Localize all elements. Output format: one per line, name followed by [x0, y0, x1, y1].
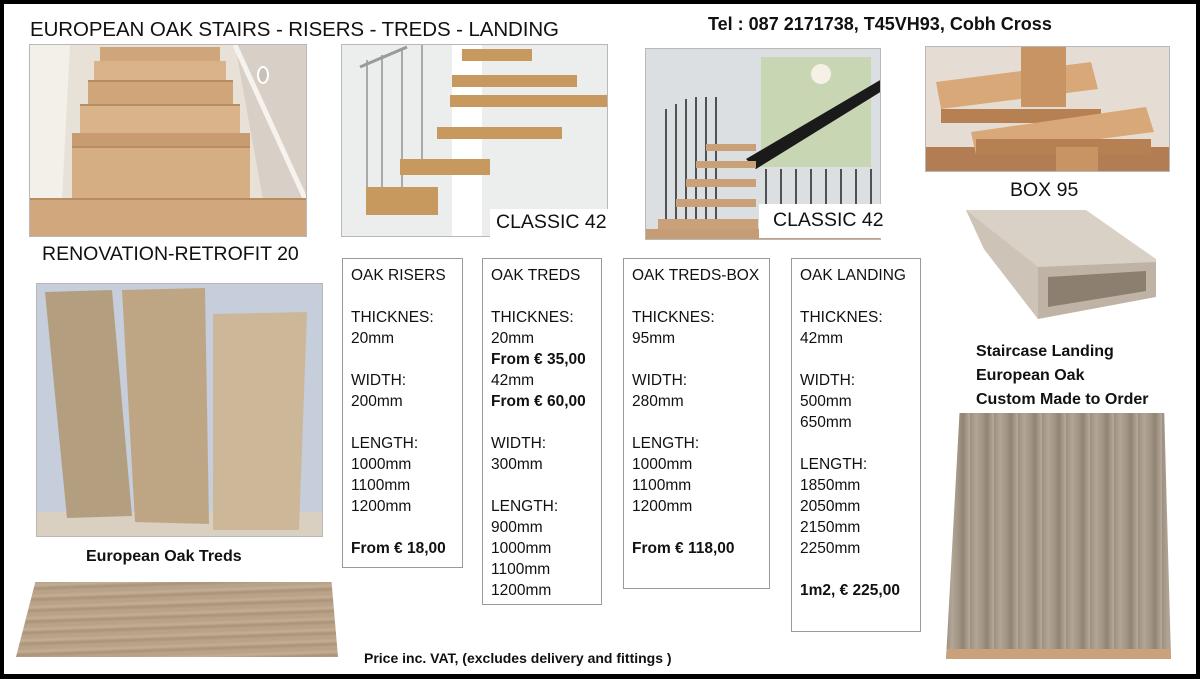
- spec-box-oak-treds-box: [623, 258, 770, 589]
- spec-line: 650mm: [800, 414, 852, 431]
- spec-line: LENGTH:: [351, 435, 419, 452]
- box-profile-photo: [966, 207, 1162, 325]
- price-note: Price inc. VAT, (excludes delivery and fittings ): [364, 650, 672, 666]
- price-flyer: [4, 4, 1196, 674]
- spec-price: From € 60,00: [491, 393, 586, 410]
- spec-spacer: [800, 286, 912, 307]
- spec-line: 1100mm: [491, 561, 551, 578]
- spec-line: 2050mm: [800, 498, 861, 515]
- spec-spacer: [491, 412, 593, 433]
- spec-title: OAK TREDS: [491, 267, 581, 284]
- spec-line: THICKNES:: [800, 309, 883, 326]
- caption-box: BOX 95: [1010, 179, 1079, 201]
- spec-title: OAK TREDS-BOX: [632, 267, 760, 284]
- spec-line: WIDTH:: [632, 372, 688, 389]
- spec-line: WIDTH:: [351, 372, 407, 389]
- box-stairs-illustration: [926, 47, 1170, 172]
- spec-price: From € 35,00: [491, 351, 586, 368]
- spec-title: OAK RISERS: [351, 267, 446, 284]
- spec-spacer: [800, 559, 912, 580]
- spec-line: 900mm: [491, 519, 543, 536]
- landing-caption: [976, 340, 1148, 412]
- spec-price: From € 18,00: [351, 540, 446, 557]
- caption-risers: European Oak Treds: [86, 548, 242, 565]
- spec-line: 1000mm: [632, 456, 693, 473]
- spec-line: 1100mm: [632, 477, 692, 494]
- spec-line: 42mm: [800, 330, 844, 347]
- spec-spacer: [800, 349, 912, 370]
- spec-line: 1850mm: [800, 477, 861, 494]
- spec-spacer: [632, 286, 761, 307]
- spec-line: 20mm: [351, 330, 395, 347]
- spec-box-oak-risers: [342, 258, 463, 568]
- spec-spacer: [632, 517, 761, 538]
- spec-line: 42mm: [491, 372, 535, 389]
- spec-line: 200mm: [351, 393, 403, 410]
- caption-classic-metal: CLASSIC 42: [773, 209, 884, 231]
- spec-line: LENGTH:: [632, 435, 700, 452]
- oak-boards-photo: [36, 283, 323, 537]
- spec-price: 1m2, € 225,00: [800, 582, 900, 599]
- spec-spacer: [491, 286, 593, 307]
- spec-spacer: [800, 433, 912, 454]
- spec-line: 1000mm: [351, 456, 412, 473]
- spec-spacer: [351, 517, 454, 538]
- caption-renovation: RENOVATION-RETROFIT 20: [42, 243, 299, 265]
- landing-caption-line: European Oak: [976, 367, 1085, 384]
- spec-box-oak-treds: [482, 258, 602, 605]
- spec-spacer: [351, 286, 454, 307]
- box-profile-illustration: [966, 207, 1162, 325]
- spec-line: 1200mm: [491, 582, 552, 599]
- spec-line: 2150mm: [800, 519, 861, 536]
- spec-box-oak-landing: [791, 258, 921, 632]
- spec-spacer: [351, 412, 454, 433]
- spec-line: 95mm: [632, 330, 676, 347]
- spec-line: 1000mm: [491, 540, 552, 557]
- renovation-stairs-illustration: [30, 45, 307, 237]
- spec-title: OAK LANDING: [800, 267, 906, 284]
- spec-line: THICKNES:: [491, 309, 574, 326]
- spec-line: WIDTH:: [800, 372, 856, 389]
- spec-spacer: [491, 475, 593, 496]
- spec-price: From € 118,00: [632, 540, 735, 557]
- contact-info: Tel : 087 2171738, T45VH93, Cobh Cross: [708, 14, 1052, 34]
- spec-line: 1200mm: [632, 498, 693, 515]
- spec-line: 500mm: [800, 393, 852, 410]
- spec-line: 1100mm: [351, 477, 411, 494]
- spec-line: THICKNES:: [351, 309, 434, 326]
- spec-line: WIDTH:: [491, 435, 547, 452]
- landing-caption-line: Custom Made to Order: [976, 391, 1149, 408]
- spec-line: 20mm: [491, 330, 535, 347]
- spec-line: LENGTH:: [800, 456, 868, 473]
- box-tread-photo: [925, 46, 1170, 172]
- spec-line: 300mm: [491, 456, 543, 473]
- spec-line: 1200mm: [351, 498, 412, 515]
- landing-caption-line: Staircase Landing: [976, 343, 1114, 360]
- board-edge: [946, 649, 1171, 659]
- spec-line: 280mm: [632, 393, 684, 410]
- spec-spacer: [351, 349, 454, 370]
- spec-line: LENGTH:: [491, 498, 559, 515]
- spec-spacer: [632, 412, 761, 433]
- spec-line: THICKNES:: [632, 309, 715, 326]
- oak-tread-photo: [16, 582, 338, 657]
- flyer-title: EUROPEAN OAK STAIRS - RISERS - TREDS - LANDING: [30, 18, 559, 41]
- spec-line: 2250mm: [800, 540, 861, 557]
- caption-classic-open: CLASSIC 42: [496, 211, 607, 233]
- stairs-photo: [29, 44, 307, 237]
- oak-boards-illustration: [37, 284, 323, 537]
- oak-landing-board-photo: [946, 413, 1171, 659]
- spec-spacer: [632, 349, 761, 370]
